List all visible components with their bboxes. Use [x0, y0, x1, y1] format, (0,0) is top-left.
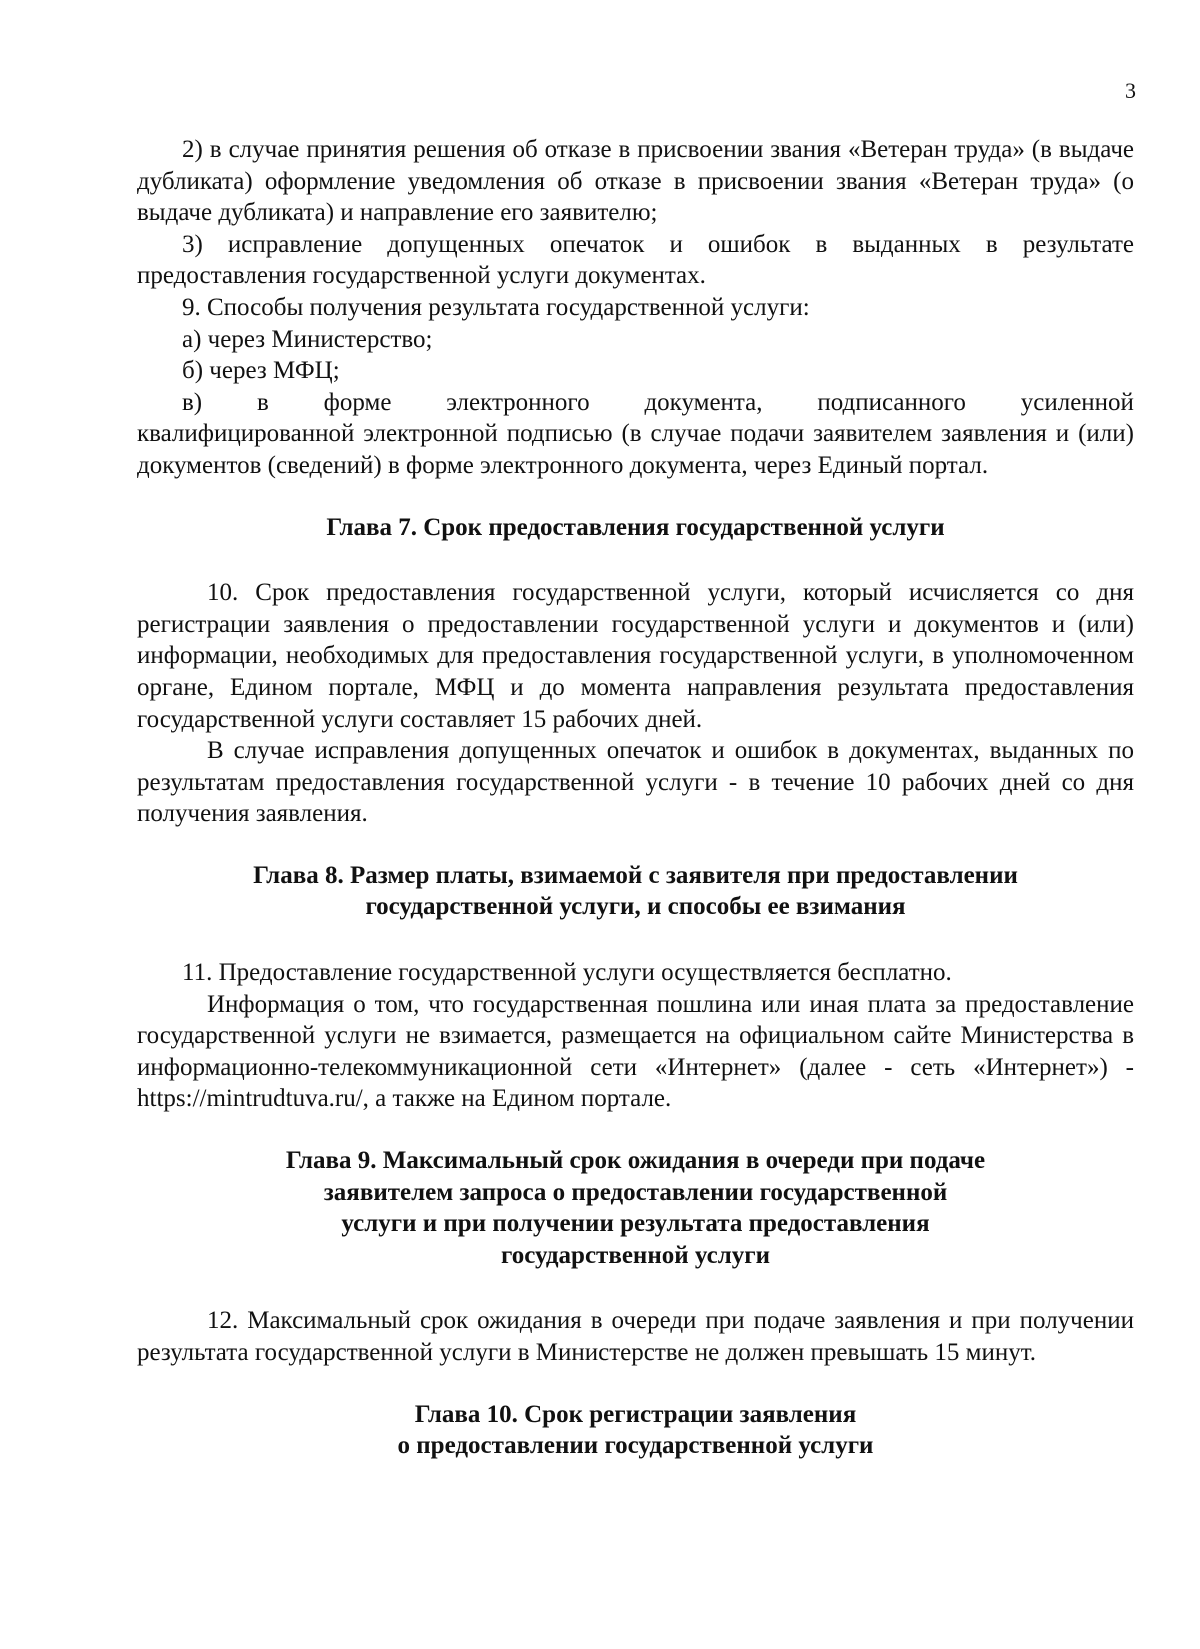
- chapter-9-title-line: заявителем запроса о предоставлении государственной: [323, 1178, 948, 1206]
- paragraph-11: 11. Предоставление государственной услуги осуществляется бесплатно.: [182, 959, 952, 987]
- chapter-8-title: [137, 860, 1134, 923]
- item-v-word: в: [257, 388, 269, 416]
- chapter-8-title-line: государственной услуги, и способы ее взимания: [365, 893, 906, 921]
- paragraph-item-2: 2) в случае принятия решения об отказе в присвоении звания «Ветеран труда» (в выдаче дубликата) оформление уведомления об отказе в присвоении звания «Ветеран труда» (о выдаче дубликата) и направление его заявителю;: [137, 136, 1134, 227]
- paragraph-11-info: Информация о том, что государственная пошлина или иная плата за предоставление государственной услуги не взимается, размещается на официальном сайте Министерства в информационно-телекоммуникационной сети «Интернет» (далее - сеть «Интернет») - https://mintrudtuva.ru/, а также на Едином портале.: [137, 990, 1134, 1113]
- item-v-word: подписанного: [817, 388, 966, 416]
- chapter-9-title-line: услуги и при получении результата предоставления: [341, 1210, 930, 1238]
- chapter-10-title: [137, 1399, 1134, 1462]
- item-v-word: форме: [323, 388, 392, 416]
- chapter-8-title-line: Глава 8. Размер платы, взимаемой с заявителя при предоставлении: [253, 861, 1018, 889]
- item-v-word: электронного: [446, 388, 590, 416]
- item-v-word: усиленной: [1020, 388, 1134, 416]
- paragraph-10: 10. Срок предоставления государственной услуги, который исчисляется со дня регистрации заявления о предоставлении государственной услуги и документов и (или) информации, необходимых для предоставления государственной услуги, в уполномоченном органе, Едином портале, МФЦ и до момента направления результата предоставления государственной услуги составляет 15 рабочих дней.: [137, 579, 1134, 733]
- document-body: [137, 134, 1134, 1462]
- paragraph-item-v: [137, 387, 1134, 482]
- item-v-first-line: [137, 387, 1134, 419]
- page-number: 3: [1125, 78, 1136, 103]
- paragraph-10-correction: В случае исправления допущенных опечаток и ошибок в документах, выданных по результатам предоставления государственной услуги - в течение 10 рабочих дней со дня получения заявления.: [137, 737, 1134, 828]
- paragraph-item-a: а) через Министерство;: [182, 325, 433, 353]
- paragraph-item-3: 3) исправление допущенных опечаток и ошибок в выданных в результате предоставления государственной услуги документах.: [137, 230, 1134, 290]
- chapter-9-title: [137, 1145, 1134, 1271]
- chapter-10-title-line: о предоставлении государственной услуги: [397, 1432, 874, 1460]
- item-v-rest: квалифицированной электронной подписью (в случае подачи заявителем заявления и (или) документов (сведений) в форме электронного документа, через Единый портал.: [137, 420, 1134, 479]
- paragraph-item-b: б) через МФЦ;: [182, 357, 340, 385]
- chapter-9-title-line: Глава 9. Максимальный срок ожидания в очереди при подаче: [285, 1147, 986, 1175]
- item-v-word: в): [182, 388, 203, 416]
- chapter-9-title-line: государственной услуги: [500, 1241, 771, 1269]
- chapter-10-title-line: Глава 10. Срок регистрации заявления: [414, 1400, 857, 1428]
- chapter-7-title: Глава 7. Срок предоставления государственной услуги: [326, 513, 945, 541]
- paragraph-9: 9. Способы получения результата государственной услуги:: [182, 293, 810, 321]
- item-v-word: документа,: [644, 388, 763, 416]
- paragraph-12: 12. Максимальный срок ожидания в очереди при подаче заявления и при получении результата государственной услуги в Министерстве не должен превышать 15 минут.: [137, 1307, 1134, 1366]
